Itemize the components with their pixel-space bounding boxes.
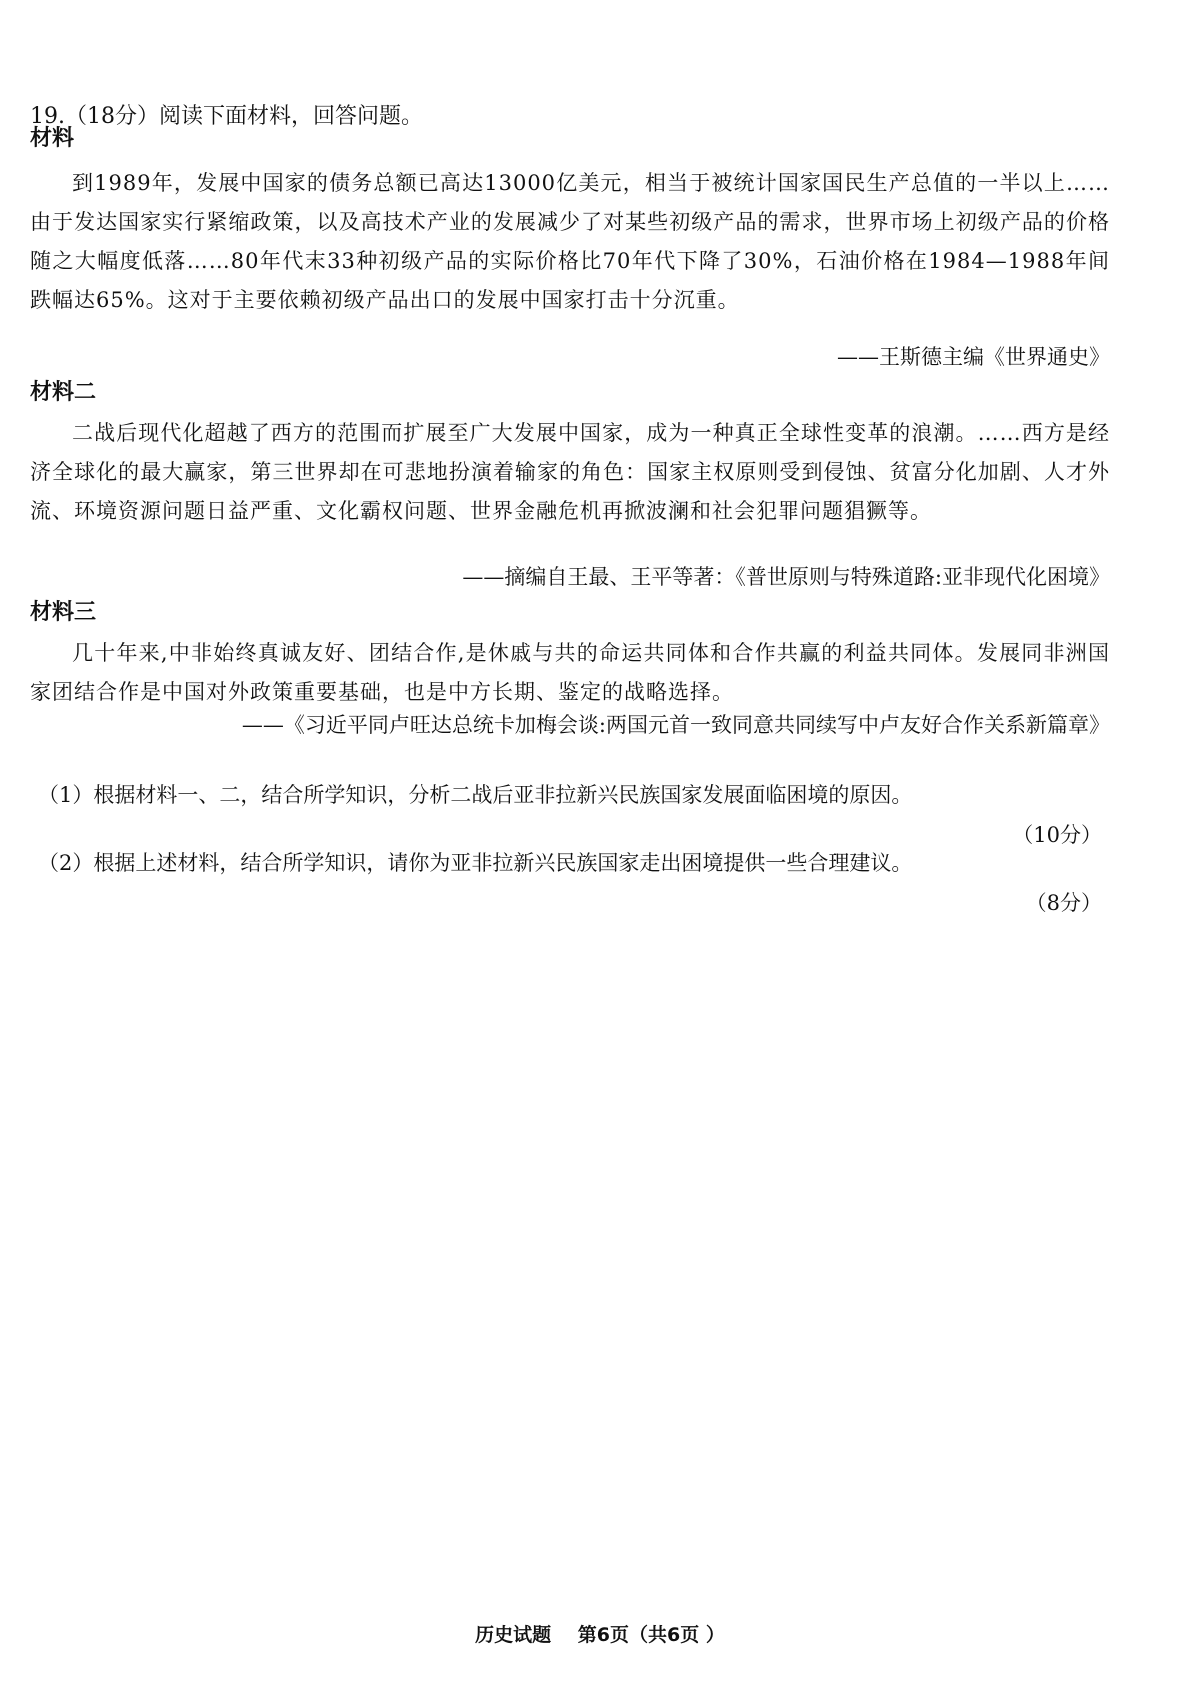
material-2-source: ——摘编自王最、王平等著：《普世原则与特殊道路:亚非现代化困境》 — [462, 565, 1110, 589]
question-heading: 19.（18分）阅读下面材料，回答问题。 — [30, 104, 423, 129]
material-1-text: 到1989年，发展中国家的债务总额已高达13000亿美元，相当于被统计国家国民生产总值的一半以上……由于发达国家实行紧缩政策，以及高技术产业的发展减少了对某些初级产品的需求，世界市场上初级产品的价格随之大幅度低落……80年代末33种初级产品的实际价格比70年代下降了30%，石油价格在1984—1988年间跌幅达65%。这对于主要依赖初级产品出口的发展中国家打击十分沉重。 — [30, 171, 1110, 312]
page-footer — [0, 1620, 1200, 1650]
sub-question-1-score: （10分） — [1012, 823, 1102, 847]
footer-page-number: 第6页（共6页 ） — [577, 1624, 725, 1646]
material-2-title: 材料二 — [30, 380, 97, 405]
footer-subject: 历史试题 — [475, 1624, 552, 1646]
material-3-title: 材料三 — [30, 600, 97, 625]
material-1-source: ——王斯德主编《世界通史》 — [837, 345, 1110, 369]
sub-question-2-score: （8分） — [1025, 891, 1102, 915]
sub-question-2: （2）根据上述材料，结合所学知识，请你为亚非拉新兴民族国家走出困境提供一些合理建议。 — [38, 851, 913, 875]
sub-question-1: （1）根据材料一、二，结合所学知识，分析二战后亚非拉新兴民族国家发展面临困境的原因。 — [38, 783, 913, 807]
material-1-title: 材料 — [30, 126, 75, 151]
material-2-text: 二战后现代化超越了西方的范围而扩展至广大发展中国家，成为一种真正全球性变革的浪潮。……西方是经济全球化的最大赢家，第三世界却在可悲地扮演着输家的角色：国家主权原则受到侵蚀、贫富分化加剧、人才外流、环境资源问题日益严重、文化霸权问题、世界金融危机再掀波澜和社会犯罪问题猖獗等。 — [30, 421, 1110, 523]
material-3-source: ——《习近平同卢旺达总统卡加梅会谈:两国元首一致同意共同续写中卢友好合作关系新篇章》 — [241, 713, 1110, 737]
material-3-text: 几十年来,中非始终真诚友好、团结合作,是休戚与共的命运共同体和合作共赢的利益共同体。发展同非洲国家团结合作是中国对外政策重要基础，也是中方长期、鉴定的战略选择。 — [30, 641, 1110, 704]
